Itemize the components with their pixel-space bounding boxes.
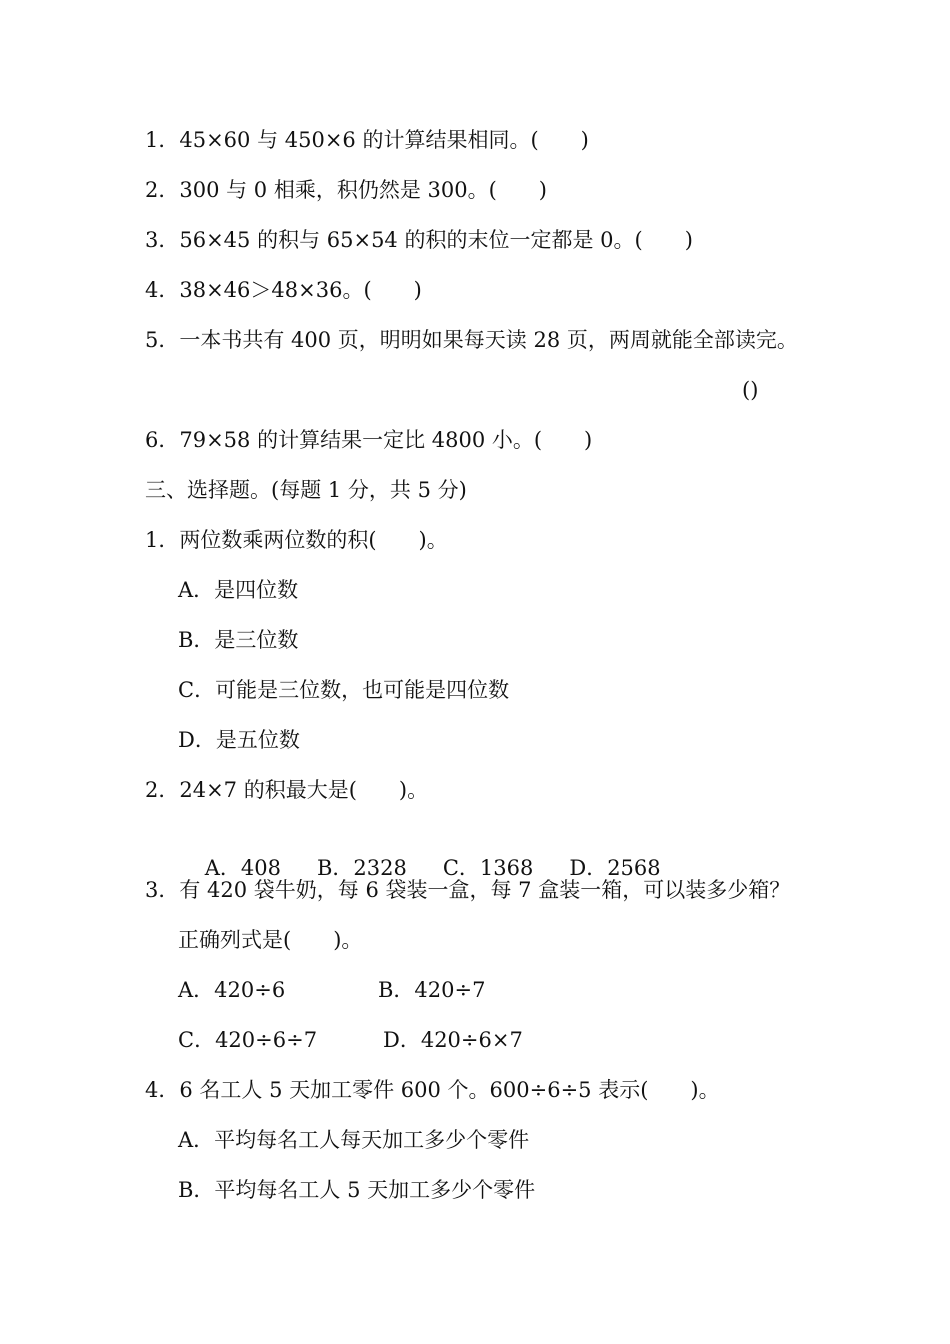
question-3-option-d: D．420÷6×7 [383,1028,523,1052]
question-2-option-d: D．2568 [569,856,661,880]
judgment-item-3: 3．56×45 的积与 65×54 的积的末位一定都是 0。( ) [145,228,693,252]
question-3-option-b: B．420÷7 [378,978,486,1002]
judgment-item-5: 5．一本书共有 400 页，明明如果每天读 28 页，两周就能全部读完。 [145,328,798,352]
question-4-stem: 4．6 名工人 5 天加工零件 600 个。600÷6÷5 表示( )。 [145,1078,720,1102]
question-1-option-b: B．是三位数 [178,628,299,652]
question-2-stem: 2．24×7 的积最大是( )。 [145,778,429,802]
question-2-option-b: B．2328 [316,856,407,880]
question-4-option-a: A．平均每名工人每天加工多少个零件 [178,1128,530,1152]
question-3-option-c: C．420÷6÷7 [178,1028,318,1052]
question-1-stem: 1．两位数乘两位数的积( )。 [145,528,448,552]
question-3-stem-continued: 正确列式是( )。 [178,928,363,952]
judgment-item-6: 6．79×58 的计算结果一定比 4800 小。( ) [145,428,593,452]
question-3-option-a: A．420÷6 [178,978,286,1002]
judgment-item-4: 4．38×46＞48×36。( ) [145,278,422,302]
judgment-item-5-bracket: () [742,378,759,402]
question-2-option-a: A．408 [204,856,281,880]
question-3-stem: 3．有 420 袋牛奶，每 6 袋装一盒，每 7 盒装一箱，可以装多少箱？ [145,878,791,902]
judgment-item-2: 2．300 与 0 相乘，积仍然是 300。( ) [145,178,547,202]
question-2-option-c: C．1368 [442,856,534,880]
question-1-option-d: D．是五位数 [178,728,300,752]
section-title: 三、选择题。(每题 1 分，共 5 分) [145,478,467,502]
question-1-option-a: A．是四位数 [178,578,299,602]
judgment-item-1: 1．45×60 与 450×6 的计算结果相同。( ) [145,128,589,152]
question-4-option-b: B．平均每名工人 5 天加工多少个零件 [178,1178,536,1202]
question-1-option-c: C．可能是三位数，也可能是四位数 [178,678,510,702]
